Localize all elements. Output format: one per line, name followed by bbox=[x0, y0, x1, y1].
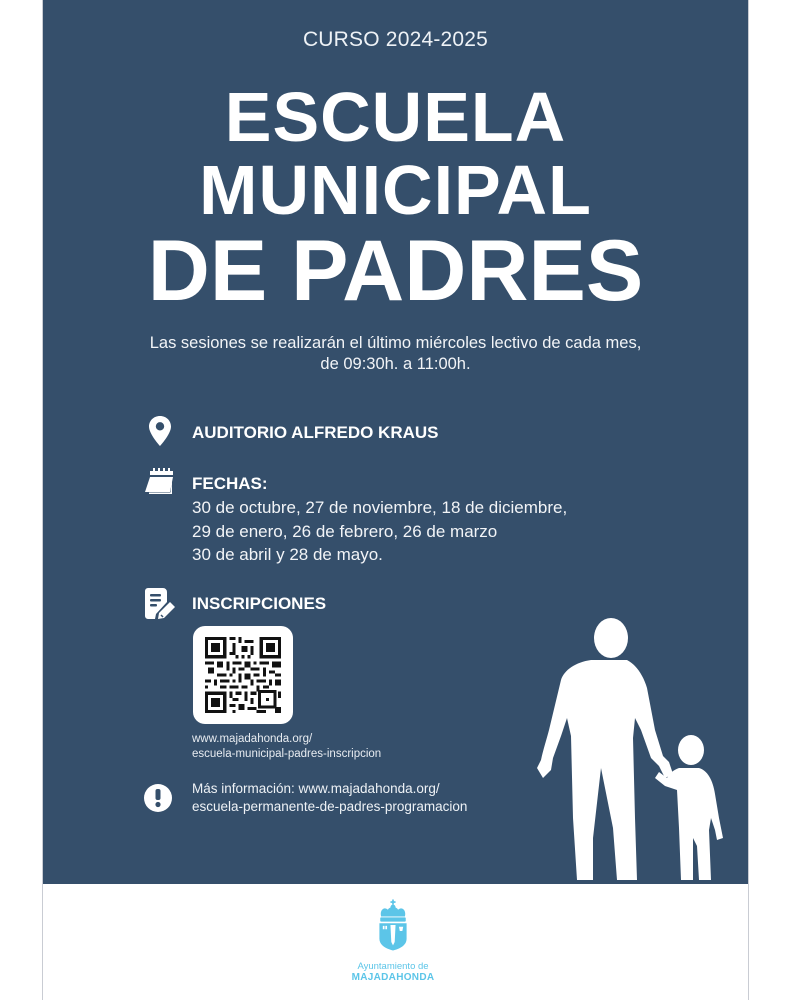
registration-label: INSCRIPCIONES bbox=[192, 594, 327, 613]
registration-url-line-1: www.majadahonda.org/ bbox=[192, 733, 313, 745]
more-info-line-2: escuela-permanente-de-padres-programacion bbox=[192, 799, 468, 814]
registration-qr-code[interactable] bbox=[193, 626, 293, 724]
map-pin-icon bbox=[143, 414, 177, 448]
majadahonda-crest-icon bbox=[376, 895, 410, 955]
dates-line-3: 30 de abril y 28 de mayo. bbox=[192, 545, 383, 564]
course-year: CURSO 2024-2025 bbox=[302, 28, 489, 51]
schedule-line-2: de 09:30h. a 11:00h. bbox=[320, 355, 471, 373]
more-info-text[interactable] bbox=[192, 780, 467, 816]
more-info-line-1: Más información: www.majadahonda.org/ bbox=[192, 781, 440, 796]
calendar-icon bbox=[143, 466, 177, 500]
registration-url-line-2: escuela-municipal-padres-inscripcion bbox=[192, 747, 382, 760]
title-line-3: DE PADRES bbox=[147, 223, 644, 319]
schedule-line-1: Las sesiones se realizarán el último miércoles lectivo de cada mes, bbox=[149, 334, 642, 352]
exclamation-icon bbox=[143, 783, 173, 813]
form-edit-icon bbox=[143, 586, 177, 620]
father-child-silhouette-icon bbox=[531, 618, 727, 884]
title-line-2: MUNICIPAL bbox=[199, 151, 592, 229]
qr-code-icon bbox=[205, 637, 281, 713]
logo-line-2: MAJADAHONDA bbox=[351, 972, 435, 983]
dates-list bbox=[192, 496, 567, 567]
dates-line-2: 29 de enero, 26 de febrero, 26 de marzo bbox=[192, 521, 498, 541]
poster-header-band bbox=[43, 0, 748, 884]
title-line-1: ESCUELA bbox=[224, 78, 567, 156]
location-label: AUDITORIO ALFREDO KRAUS bbox=[192, 423, 439, 442]
registration-url[interactable] bbox=[192, 732, 381, 761]
poster bbox=[42, 0, 749, 1000]
schedule-description bbox=[43, 333, 748, 375]
logo-line-1: Ayuntamiento de bbox=[357, 961, 429, 972]
dates-label: FECHAS: bbox=[192, 474, 268, 493]
majadahonda-logo bbox=[343, 895, 443, 995]
dates-line-1: 30 de octubre, 27 de noviembre, 18 de diciembre, bbox=[192, 498, 568, 517]
